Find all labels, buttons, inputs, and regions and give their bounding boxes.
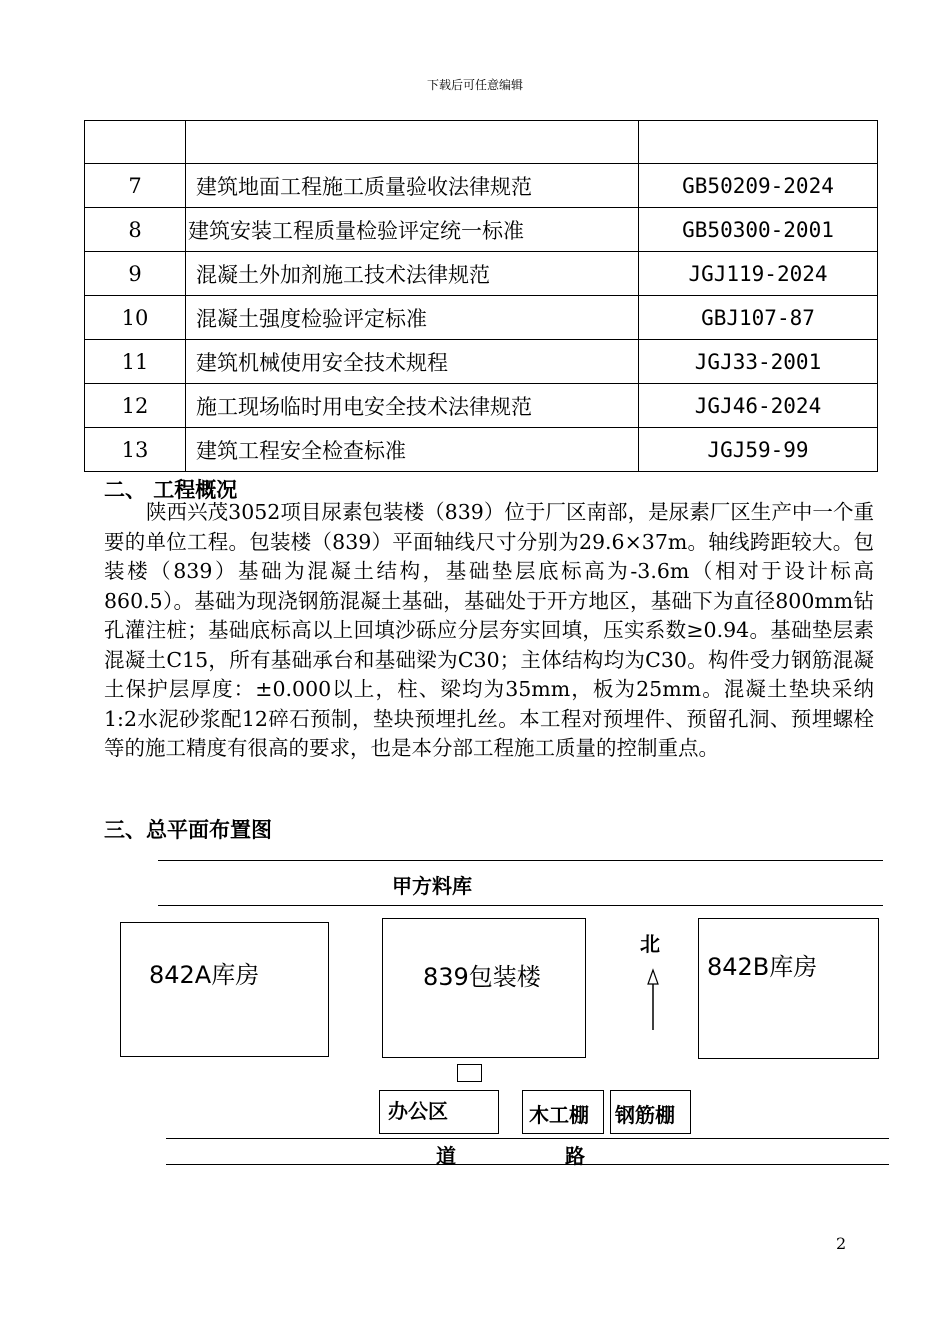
- road-bottom-line: [166, 1164, 889, 1165]
- standard-code: GBJ107-87: [639, 296, 878, 340]
- standards-table: [84, 120, 878, 472]
- site-second-line: [158, 905, 883, 906]
- table-row: [85, 428, 878, 472]
- label-842a: 842A库房: [149, 961, 260, 989]
- standard-name: [186, 121, 639, 164]
- standard-name: 建筑工程安全检查标准: [186, 428, 639, 472]
- standard-code: JGJ46-2024: [639, 384, 878, 428]
- standard-code: GB50209-2024: [639, 164, 878, 208]
- label-842b: 842B库房: [707, 953, 818, 981]
- standard-code: GB50300-2001: [639, 208, 878, 252]
- carpentry-shed: [522, 1090, 604, 1134]
- north-label: 北: [640, 932, 660, 956]
- row-number: 12: [85, 384, 186, 428]
- building-842a: [120, 922, 329, 1057]
- standard-name: 混凝土强度检验评定标准: [186, 296, 639, 340]
- table-row: [85, 252, 878, 296]
- table-row: [85, 164, 878, 208]
- row-number: 8: [85, 208, 186, 252]
- standard-name: 施工现场临时用电安全技术法律规范: [186, 384, 639, 428]
- row-number: 10: [85, 296, 186, 340]
- standard-name: 建筑机械使用安全技术规程: [186, 340, 639, 384]
- row-number: 11: [85, 340, 186, 384]
- building-839: [382, 918, 586, 1058]
- section-title-site-plan: 三、总平面布置图: [104, 818, 272, 842]
- table-row: [85, 384, 878, 428]
- row-number: [85, 121, 186, 164]
- label-rebar: 钢筋棚: [615, 1103, 675, 1127]
- table-row: [85, 340, 878, 384]
- standard-code: JGJ33-2001: [639, 340, 878, 384]
- table-row: [85, 121, 878, 164]
- small-gate-box: [457, 1064, 482, 1082]
- road-label-1: 道: [436, 1144, 456, 1168]
- row-number: 7: [85, 164, 186, 208]
- standard-name: 混凝土外加剂施工技术法律规范: [186, 252, 639, 296]
- header-note: 下载后可任意编辑: [426, 78, 523, 92]
- standard-code: JGJ119-2024: [639, 252, 878, 296]
- standard-name: 建筑地面工程施工质量验收法律规范: [186, 164, 639, 208]
- label-office: 办公区: [388, 1099, 448, 1123]
- section-title-overview: 二、 工程概况: [104, 478, 238, 502]
- page-number: 2: [836, 1234, 847, 1253]
- overview-text: 陕西兴茂3052项目尿素包装楼（839）位于厂区南部，是尿素厂区生产中一个重要的单位工程。包装楼（839）平面轴线尺寸分别为29.6×37m。轴线跨距较大。包装楼（839）基础为混凝土结构，基础垫层底标高为-3.6m（相对于设计标高860.5）。基础为现浇钢筋混凝土基础，基础处于开方地区，基础下为直径800mm钻孔灌注桩；基础底标高以上回填沙砾应分层夯实回填，压实系数≥0.94。基础垫层素混凝土C15，所有基础承台和基础梁为C30；主体结构均为C30。构件受力钢筋混凝土保护层厚度：±0.000以上，柱、梁均为35mm，板为25mm。混凝土垫块采纳1:2水泥砂浆配12碎石预制，垫块预埋扎丝。本工程对预埋件、预留孔洞、预埋螺栓等的施工精度有很高的要求，也是本分部工程施工质量的控制重点。: [104, 500, 874, 760]
- row-number: 9: [85, 252, 186, 296]
- standard-code: JGJ59-99: [639, 428, 878, 472]
- overview-paragraph: [104, 498, 874, 764]
- label-owner-storage: 甲方料库: [392, 874, 472, 898]
- building-842b: [698, 918, 879, 1059]
- north-arrow-icon: [643, 968, 663, 1032]
- row-number: 13: [85, 428, 186, 472]
- table-row: [85, 208, 878, 252]
- site-top-line: [158, 860, 883, 861]
- office-area: [379, 1090, 499, 1134]
- label-839: 839包装楼: [423, 963, 541, 991]
- standard-name: 建筑安装工程质量检验评定统一标准: [186, 208, 639, 252]
- road-top-line: [166, 1138, 889, 1139]
- label-carpentry: 木工棚: [529, 1103, 589, 1127]
- rebar-shed: [610, 1090, 691, 1134]
- road-label-2: 路: [565, 1144, 585, 1168]
- table-row: [85, 296, 878, 340]
- standard-code: [639, 121, 878, 164]
